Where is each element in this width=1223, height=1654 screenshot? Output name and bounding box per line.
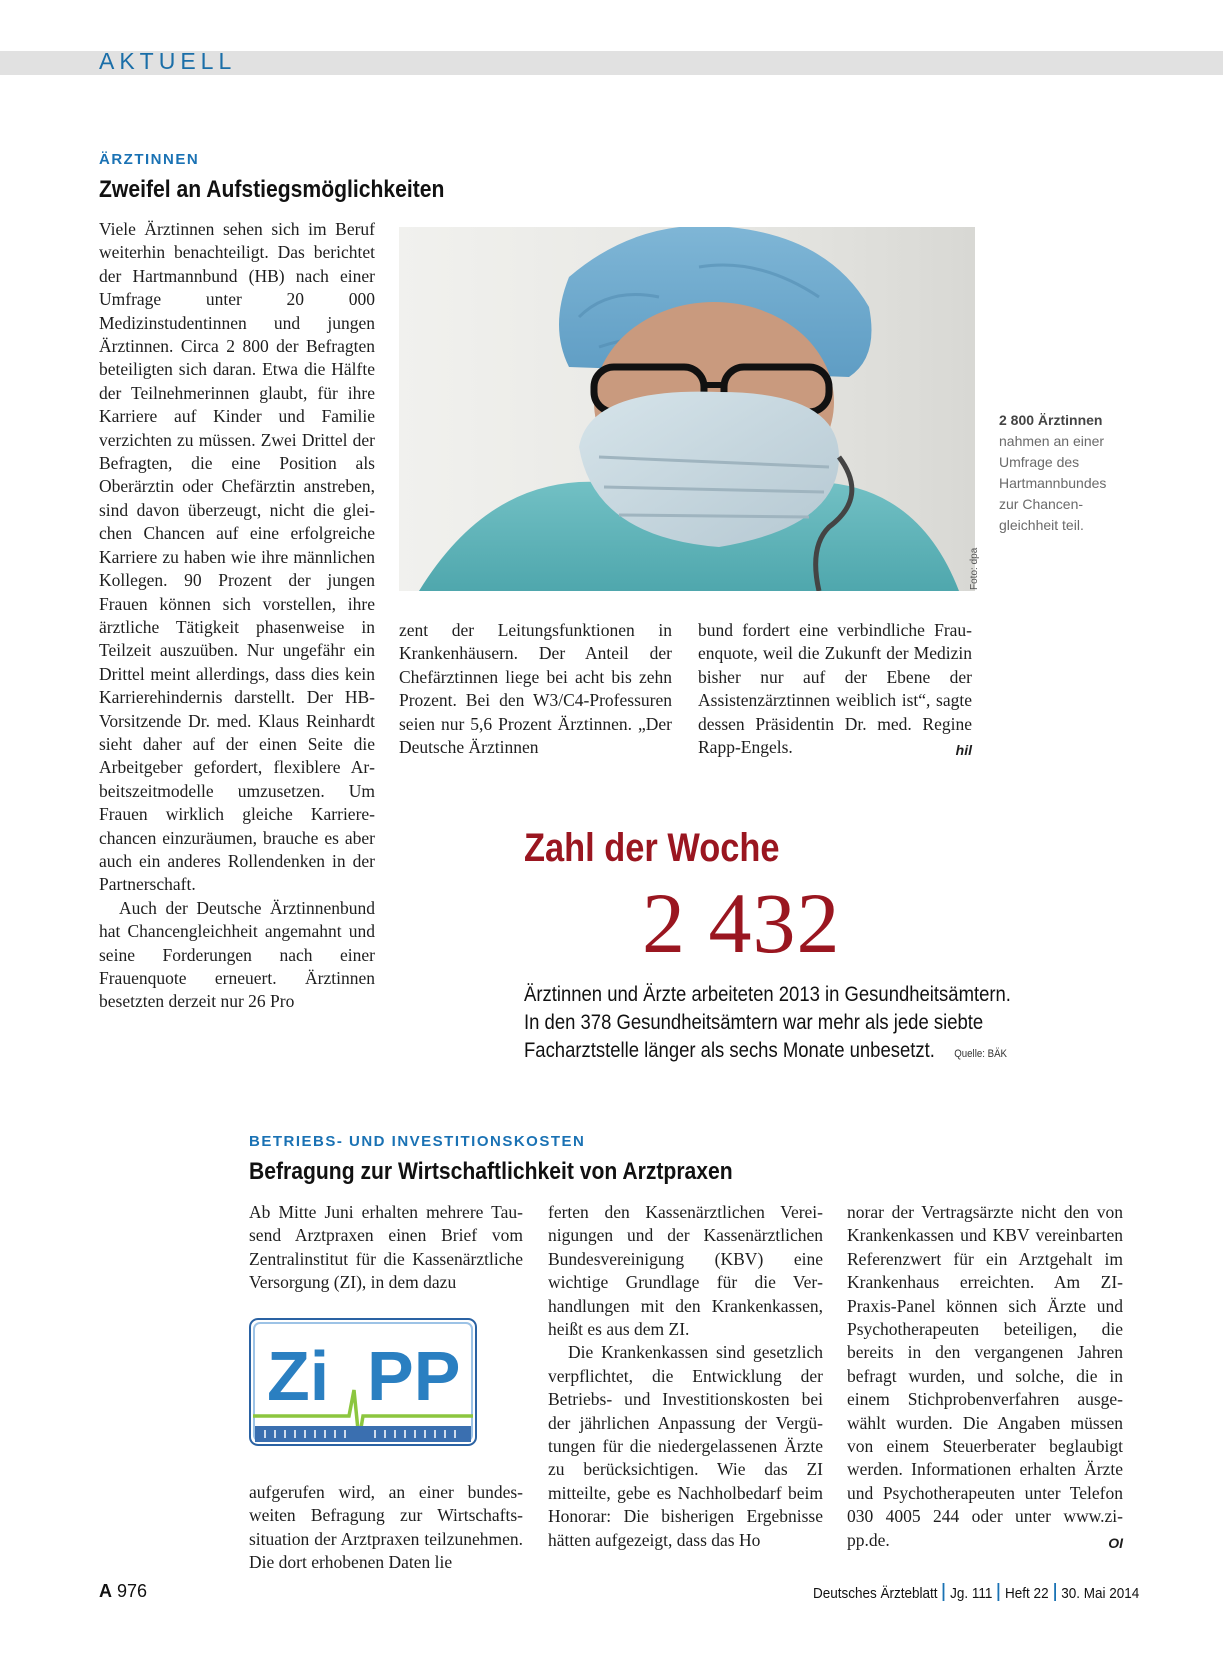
zdw-source: Quelle: BÄK xyxy=(954,1048,1007,1060)
article1-column-1 xyxy=(99,218,375,1014)
article1-paragraph-text: bund fordert eine verbindliche Frauenquote, weil die Zukunft der Medizin bisher nur auf der Ebene der Assistenzärztinnen weiblich ist“, sagte dessen Präsidentin Dr. med. Regine Rapp-Engels. xyxy=(698,620,972,758)
article2-column-2 xyxy=(548,1201,823,1552)
article1-photo xyxy=(399,227,975,591)
zdw-title: Zahl der Woche xyxy=(524,826,780,870)
caption-text: nahmen an einer Umfrage des Hartmannbundes zur Chancengleichheit teil. xyxy=(999,433,1107,533)
article1-paragraph xyxy=(698,619,972,759)
zdw-description xyxy=(524,981,1011,1068)
article2-paragraph: aufgerufen wird, an einer bundesweiten Befragung zur Wirtschaftssituation der Arztpraxen teilzunehmen. Die dort erhobenen Daten lie xyxy=(249,1482,523,1573)
article1-column-3 xyxy=(698,619,972,762)
photo-credit: Foto: dpa xyxy=(969,547,980,590)
zdw-line: Facharztstelle länger als sechs Monate unbesetzt. xyxy=(524,1039,935,1062)
article2-paragraph: Die Krankenkassen sind gesetzlich verpflichtet, die Entwicklung der Betriebs- und Investitionskosten bei der jährlichen Anpassung der Vergütungen für die niedergelassenen Ärzte zu berücksichtigen. Wie das ZI mitteilte, gebe es Nachholbedarf beim Honorar: Die bisherigen Ergebnisse hätten aufgezeigt, dass das Ho xyxy=(548,1342,823,1550)
article1-paragraph: Auch der Deutsche Ärztinnenbund hat Chancengleichheit angemahnt und seine Forderungen nach einer Frauenquote erneuert. Ärztinnen besetzten derzeit nur 26 Pro xyxy=(99,897,375,1012)
article2-paragraph-text: norar der Vertragsärzte nicht den von Krankenkassen und KBV vereinbarten Referenzwert für ein Arztgehalt im Krankenhaus erreichten. Am ZI-Praxis-Panel können sich Ärzte und Psychotherapeuten beteiligen, die bereits in den vergangenen Jahren befragt wurden, und solche, die in einem Stichprobenverfahren ausgewählt wurden. Die Angaben müssen von einem Steuerberater beglaubigt werden. Informationen erhalten Ärzte und Psychotherapeuten unter Telefon 030 4005 244 oder unter www.zi-pp.de. xyxy=(847,1202,1123,1550)
article2-column-1-bottom xyxy=(249,1481,523,1575)
zdw-number: 2 432 xyxy=(642,875,841,971)
article2-headline: Befragung zur Wirtschaftlichkeit von Arztpraxen xyxy=(249,1158,733,1185)
divider xyxy=(1054,1583,1056,1601)
article2-column-3 xyxy=(847,1201,1123,1555)
zdw-line-last xyxy=(524,1037,1011,1068)
article1-signature: hil xyxy=(955,742,972,759)
article1-headline: Zweifel an Aufstiegsmöglichkeiten xyxy=(99,176,445,203)
page-number xyxy=(99,1581,147,1602)
article1-column-2 xyxy=(399,619,672,759)
date: 30. Mai 2014 xyxy=(1061,1585,1140,1602)
article2-paragraph xyxy=(847,1201,1123,1552)
footer-issue-info xyxy=(813,1583,1139,1602)
zipp-logo xyxy=(249,1318,477,1446)
caption-highlight: 2 800 Ärztinnen xyxy=(999,412,1103,428)
article1-kicker: ÄRZTINNEN xyxy=(99,151,200,168)
article2-paragraph: ferten den Kassenärztlichen Vereinigungen und der Kassenärztlichen Bundesvereinigung (KBV) eine wichtige Grundlage für die Verhandlungen mit den Krankenkassen, heißt es aus dem ZI. xyxy=(548,1202,823,1340)
article1-paragraph: Viele Ärztinnen sehen sich im Beruf weiterhin benachteiligt. Das berichtet der Hartmannbund (HB) nach einer Umfrage unter 20 000 Medizinstudentinnen und jungen Ärztinnen. Circa 2 800 der Befragten beteiligten sich daran. Etwa die Hälfte der Teilnehmerinnen glaubt, für ihre Karriere auf Kinder und Familie verzichten zu müssen. Zwei Drittel der Befragten, die eine Position als Oberärztin oder Chefärztin anstreben, sind davon überzeugt, nicht die gleichen Chancen auf eine erfolgreiche Karriere zu haben wie ihre männlichen Kollegen. 90 Prozent der jungen Frauen können sich vorstellen, ihre ärztliche Tätigkeit phasenweise in Teilzeit auszuüben. Nur ungefähr ein Drittel meint allerdings, dass dies kein Karrierehindernis darstellt. Der HB-Vorsitzende Dr. med. Klaus Reinhardt sieht daher auf der einen Seite die Arbeitgeber gefordert, flexiblere Arbeitszeitmodelle umzusetzen. Um Frauen wirklich gleiche Karrierechancen einzuräumen, brauche es aber auch ein anderes Rollendenken in der Partnerschaft. xyxy=(99,219,375,895)
section-label: AKTUELL xyxy=(99,48,237,74)
article2-signature: OI xyxy=(1108,1534,1123,1551)
zdw-line: In den 378 Gesundheitsämtern war mehr als jede siebte xyxy=(524,1011,984,1034)
logo-text-left: Zi xyxy=(267,1337,330,1415)
volume: Jg. 111 xyxy=(950,1585,993,1602)
logo-text-right: PP xyxy=(367,1337,461,1415)
page-number-value: 976 xyxy=(117,1581,148,1601)
article1-paragraph: zent der Leitungsfunktionen in Krankenhäusern. Der Anteil der Chefärztinnen liege bei acht bis zehn Prozent. Bei den W3/C4-Professuren seien nur 5,6 Prozent Ärztinnen. „Der Deutsche Ärztinnen xyxy=(399,620,672,758)
zdw-line: Ärztinnen und Ärzte arbeiteten 2013 in Gesundheitsämtern. xyxy=(524,983,1011,1006)
issue: Heft 22 xyxy=(1005,1585,1049,1602)
page-prefix: A xyxy=(99,1581,112,1601)
journal-name: Deutsches Ärzteblatt xyxy=(813,1585,938,1602)
article2-paragraph: Ab Mitte Juni erhalten mehrere Tausend Arztpraxen einen Brief vom Zentralinstitut für die Kassenärztliche Versorgung (ZI), in dem dazu xyxy=(249,1202,523,1293)
photo-caption xyxy=(999,410,1129,536)
divider xyxy=(943,1583,945,1601)
article2-column-1-top xyxy=(249,1201,523,1295)
article2-kicker: BETRIEBS- UND INVESTITIONSKOSTEN xyxy=(249,1133,586,1150)
divider xyxy=(998,1583,1000,1601)
